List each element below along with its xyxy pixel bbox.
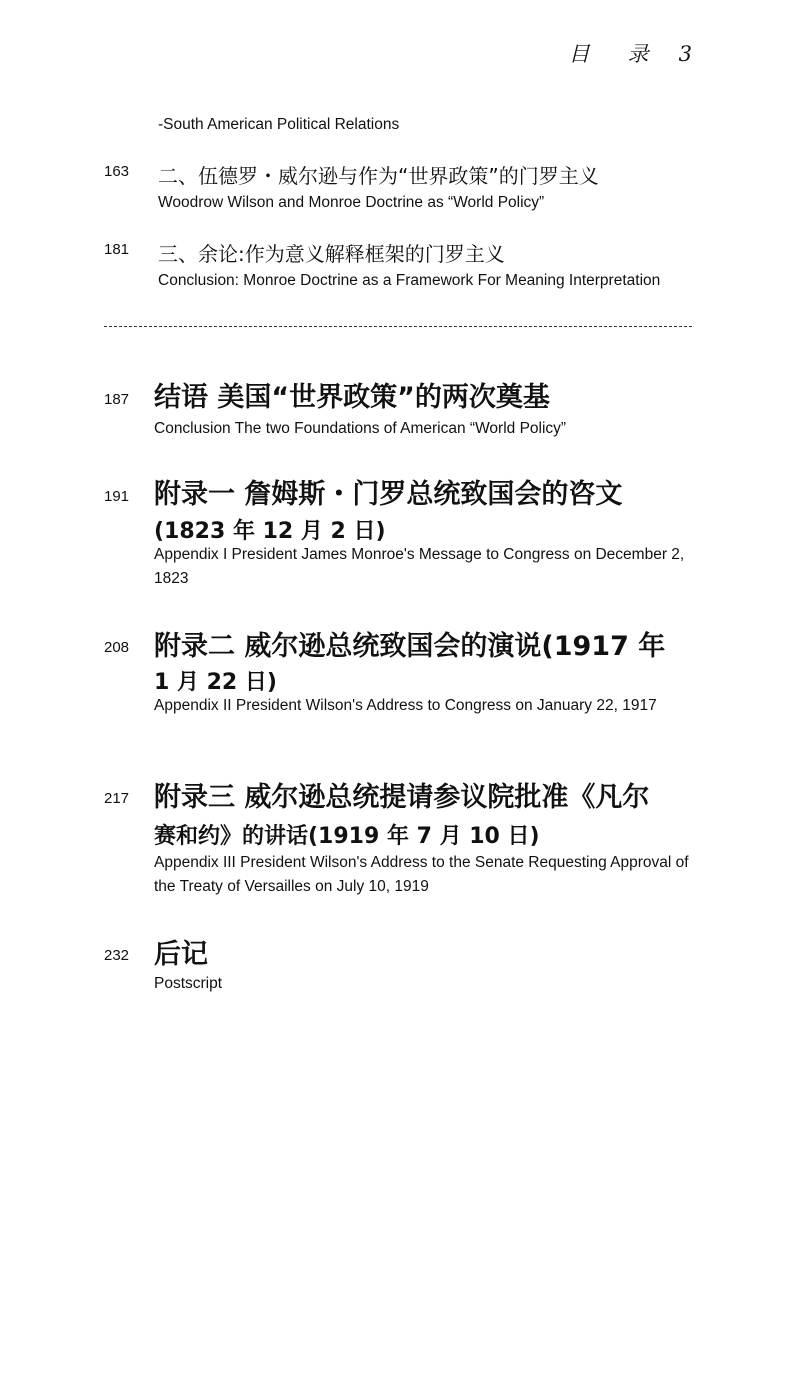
toc-title-zh-cont: 1 月 22 日) xyxy=(154,670,277,695)
toc-title-en: Woodrow Wilson and Monroe Doctrine as “World Policy” xyxy=(158,194,545,211)
toc-title-en: Appendix II President Wilson's Address to Congress on January 22, 1917 xyxy=(154,697,657,714)
toc-page-number: 208 xyxy=(104,639,130,656)
toc-title-zh: 附录二 威尔逊总统致国会的演说(1917 年 xyxy=(154,631,666,662)
toc-title-zh: 附录一 詹姆斯・门罗总统致国会的咨文 xyxy=(154,479,623,510)
toc-title-zh-cont: 赛和约》的讲话(1919 年 7 月 10 日) xyxy=(154,824,540,849)
toc-title-zh-cont: (1823 年 12 月 2 日) xyxy=(154,519,386,544)
toc-page-number: 187 xyxy=(104,391,130,408)
toc-title-zh: 附录三 威尔逊总统提请参议院批准《凡尔 xyxy=(154,782,650,813)
toc-title-en: Appendix III President Wilson's Address to the Senate Requesting Approval of the Treaty of Versailles on July 10, 1919 xyxy=(154,854,689,895)
toc-page-number: 232 xyxy=(104,947,130,964)
toc-title-zh: 后记 xyxy=(154,939,208,970)
toc-page-number: 217 xyxy=(104,790,130,807)
toc-page-number: 181 xyxy=(104,241,130,258)
toc-page-number: 163 xyxy=(104,163,130,180)
toc-title-en: Conclusion: Monroe Doctrine as a Framework For Meaning Interpretation xyxy=(158,272,661,289)
continuation-text: -South American Political Relations xyxy=(158,116,400,133)
header-title-part2: 录 xyxy=(627,42,649,66)
toc-title-zh: 三、余论:作为意义解释框架的门罗主义 xyxy=(158,242,505,266)
toc-title-zh: 二、伍德罗・威尔逊与作为“世界政策”的门罗主义 xyxy=(158,164,599,188)
toc-title-en: Appendix I President James Monroe's Message to Congress on December 2, 1823 xyxy=(154,546,685,587)
toc-title-zh: 结语 美国“世界政策”的两次奠基 xyxy=(154,382,550,413)
toc-title-en: Postscript xyxy=(154,975,223,992)
toc-page-number: 191 xyxy=(104,488,130,505)
header-title-part1: 目 xyxy=(568,42,590,66)
running-header xyxy=(569,38,692,68)
toc-title-en: Conclusion The two Foundations of American “World Policy” xyxy=(154,420,567,437)
section-divider xyxy=(104,326,692,327)
header-page-number: 3 xyxy=(678,42,692,66)
